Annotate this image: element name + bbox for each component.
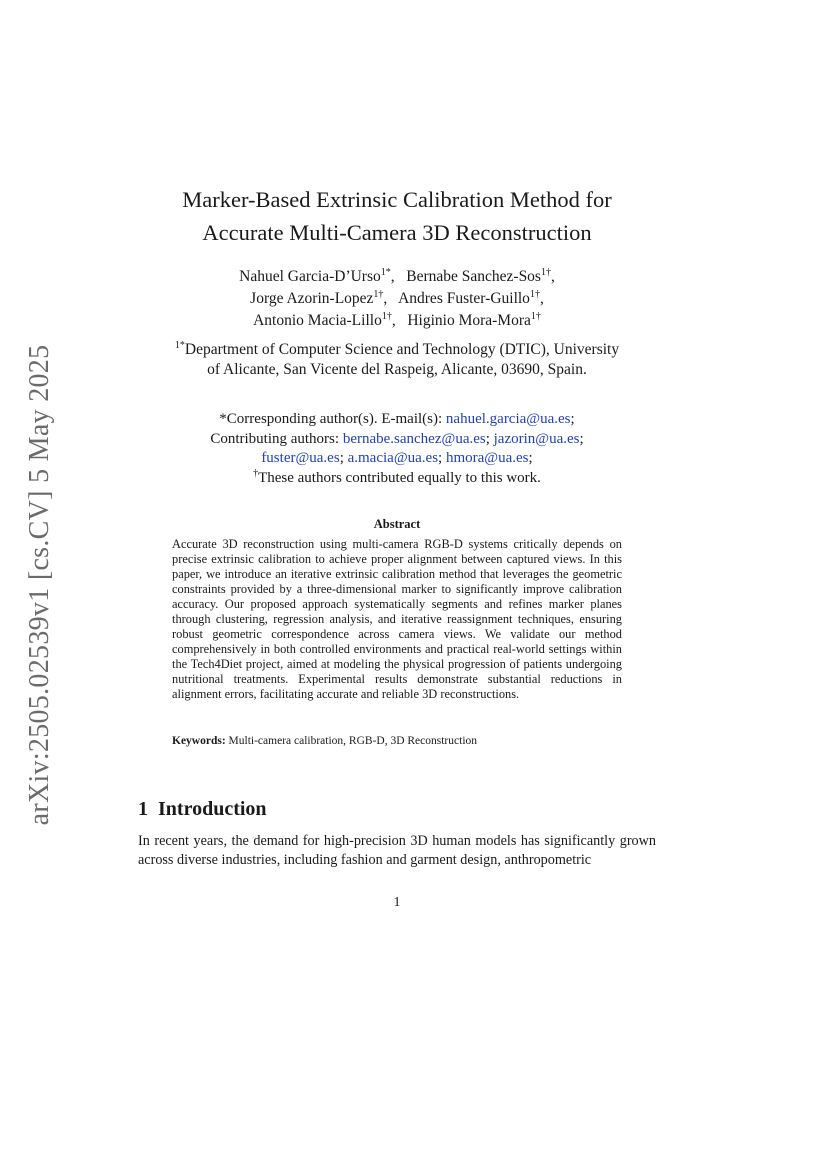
section-heading (138, 798, 267, 821)
title-line-2: Accurate Multi-Camera 3D Reconstruction (202, 220, 592, 245)
email-link-fuster[interactable]: fuster@ua.es (261, 450, 340, 466)
author-3: Jorge Azorin-Lopez$^{1\dagger}$, (250, 288, 388, 307)
section-title: Introduction (158, 798, 267, 820)
email-link-azorin[interactable]: jazorin@ua.es (493, 430, 580, 447)
section-number: 1 (138, 798, 148, 820)
author-1: Nahuel Garcia-D’Urso$^{1*}$, (239, 266, 395, 285)
author-line-2 (0, 288, 794, 310)
correspondence-block (120, 410, 674, 488)
author-4: Andres Fuster-Guillo$^{1\dagger}$, (398, 288, 544, 307)
email-link-macia[interactable]: a.macia@ua.es (347, 450, 439, 466)
arxiv-identifier: arXiv:2505.02539v1 [cs.CV] 5 May 2025 (24, 344, 55, 826)
keywords-text: Multi-camera calibration, RGB-D, 3D Reconstruction (228, 735, 478, 747)
equal-contribution-note: †These authors contributed equally to this work. (253, 467, 541, 486)
page-number: 1 (393, 895, 401, 910)
affiliation-mark: 1* (174, 339, 185, 351)
introduction-text: In recent years, the demand for high-precision 3D human models has significantly grown across diverse industries, including fashion and garment design, anthropometric (138, 833, 656, 868)
author-line-3 (0, 310, 794, 332)
author-2: Bernabe Sanchez-Sos$^{1\dagger}$, (406, 266, 555, 285)
author-6: Higinio Mora-Mora$^{1\dagger}$ (407, 310, 541, 329)
title-line-1: Marker-Based Extrinsic Calibration Method for (182, 187, 612, 212)
paper-title (0, 183, 794, 249)
author-5: Antonio Macia-Lillo$^{1\dagger}$, (253, 310, 396, 329)
contributing-line: Contributing authors: bernabe.sanchez@ua.es; jazorin@ua.es; (210, 430, 584, 447)
email-link-mora[interactable]: hmora@ua.es (445, 450, 529, 466)
abstract-text: Accurate 3D reconstruction using multi-camera RGB-D systems critically depends on precise extrinsic calibration to achieve proper alignment between captured views. In this paper, we introduce an iterative extrinsic calibration method that leverages the geometric constraints provided by a three-dimensional marker to significantly improve calibration accuracy. Our proposed approach systematically segments and refines marker planes through clustering, regression analysis, and iterative reassignment techniques, ensuring robust geometric correspondence across camera views. We validate our method comprehensively in both controlled environments and practical real-world settings within the Tech4Diet project, aimed at modeling the physical progression of patients undergoing nutritional treatments. Experimental results demonstrate substantial reductions in alignment errors, facilitating accurate and reliable 3D reconstructions. (172, 537, 622, 701)
author-list (0, 266, 794, 332)
contributing-line-2: fuster@ua.es; a.macia@ua.es; hmora@ua.es; (261, 450, 533, 466)
affiliation (150, 340, 644, 380)
corresponding-line: *Corresponding author(s). E-mail(s): nahuel.garcia@ua.es; (219, 411, 575, 427)
email-link-sanchez[interactable]: bernabe.sanchez@ua.es (342, 430, 486, 447)
author-line-1 (0, 266, 794, 288)
keywords (172, 734, 642, 749)
affiliation-line-1: Department of Computer Science and Technology (DTIC), University (184, 341, 620, 358)
affiliation-line-2: of Alicante, San Vicente del Raspeig, Alicante, 03690, Spain. (207, 361, 587, 378)
keywords-label: Keywords: (172, 735, 226, 747)
email-link-corresponding[interactable]: nahuel.garcia@ua.es (445, 411, 571, 427)
abstract-heading: Abstract (373, 517, 421, 531)
